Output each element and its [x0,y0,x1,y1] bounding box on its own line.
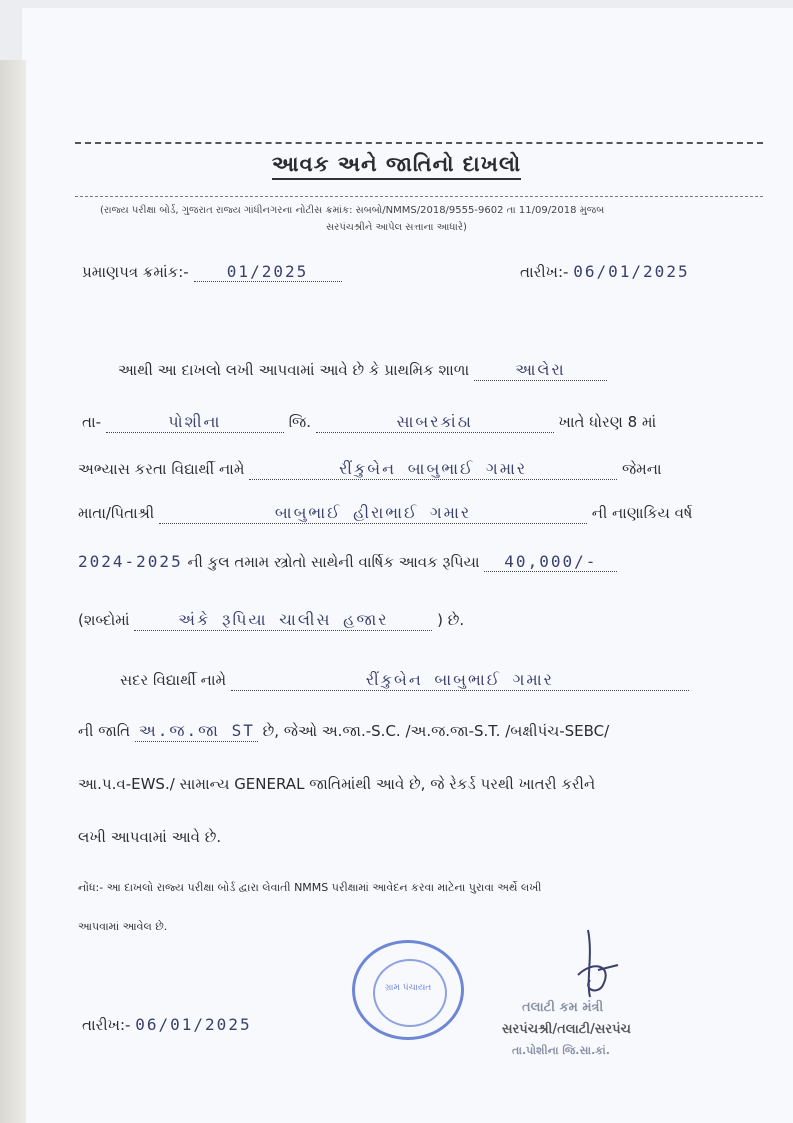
seal-line-1: તલાટી કમ મંત્રી [522,1000,604,1015]
panchayat-stamp [352,940,464,1040]
financial-year-value: 2024-2025 [78,552,183,571]
signature-mark [568,925,628,1005]
parent-row: માતા/પિતાશ્રી બાબુભાઈ હીરાભાઈ ગમાર ની નાણાકિય વર્ષ [78,503,693,522]
income-value: 40,000/- [484,552,617,572]
notice-authority: સરપંચશ્રીને આપેલ સત્તાના આધારે) [326,222,467,233]
caste-value: અ.જ.જા ST [135,721,258,742]
footer-date-row: તારીખ:- 06/01/2025 [82,1015,252,1034]
page-fold-shadow [0,60,26,1123]
student2-row: સદર વિદ્યાર્થી નામે રીંકુબેન બાબુભાઈ ગમાર [120,670,689,691]
location-row: તા- પોશીના જિ. સાબરકાંઠા ખાતે ધોરણ 8 માં [82,412,657,431]
income-words-row: (શબ્દોમાં અંકે રૂપિયા ચાલીસ હજાર ) છે. [78,610,465,629]
income-row: 2024-2025 ની કુલ તમામ સ્ત્રોતો સાથેની વાર્ષિક આવક રૂપિયા 40,000/- [78,552,617,572]
note-line-2: આપવામાં આવેલ છે. [78,920,168,933]
certificate-title: આવક અને જાતિનો દાખલો [0,152,793,177]
stamp-inner-ring [373,959,447,1027]
student2-name-value: રીંકુબેન બાબુભાઈ ગમાર [231,670,689,691]
seal-line-2: સરપંચશ્રી/તલાટી/સરપંચ [502,1022,631,1037]
date-row: તારીખ:- 06/01/2025 [520,262,690,281]
stamp-text: ગ્રામ પંચાયત [384,983,432,993]
taluka-value: પોશીના [106,412,284,433]
footer-date-value: 06/01/2025 [135,1015,252,1034]
student-row: અભ્યાસ કરતા વિદ્યાર્થી નામે રીંકુબેન બાબુભાઈ ગમાર જેમના [78,459,662,478]
school-value: આલેરા [474,360,607,381]
note-line-1: નોંધ:- આ દાખલો રાજ્ય પરીક્ષા બોર્ડ દ્વારા લેવાતી NMMS પરીક્ષામાં આવેદન કરવા માટેના પુરાવા અર્થે લખી [78,881,542,894]
date-value: 06/01/2025 [573,262,690,281]
student-name-value: રીંકુબેન બાબુભાઈ ગમાર [249,459,617,480]
cert-number-value: 01/2025 [194,262,342,282]
income-words-value: અંકે રૂપિયા ચાલીસ હજાર [134,610,432,631]
parent-name-value: બાબુભાઈ હીરાભાઈ ગમાર [159,503,587,524]
school-row: આથી આ દાખલો લખી આપવામાં આવે છે કે પ્રાથમિક શાળા આલેરા [118,360,607,381]
closing-row: લખી આપવામાં આવે છે. [78,828,222,846]
district-value: સાબરકાંઠા [316,412,554,433]
cert-number-row: પ્રમાણપત્ર ક્રમાંક:- 01/2025 [82,262,342,282]
caste-row: ની જાતિ અ.જ.જા ST છે, જેઓ અ.જા.-S.C. /અ.જ.જા-S.T. /બક્ષીપંચ-SEBC/ [78,721,610,740]
notice-reference: (રાજ્ય પરીક્ષા બોર્ડ, ગુજરાત રાજ્ય ગાંધીનગરના નોટીસ ક્રમાંક: સબબો/NMMS/2018/9555-9602 તા 11/09/2018 મુજબ [100,205,605,216]
caste-options-row: આ.પ.વ-EWS./ સામાન્ય GENERAL જાતિમાંથી આવે છે, જે રેકર્ડ પરથી ખાતરી કરીને [78,775,596,793]
seal-line-3: તા.પોશીના જિ.સા.કાં. [512,1044,610,1057]
